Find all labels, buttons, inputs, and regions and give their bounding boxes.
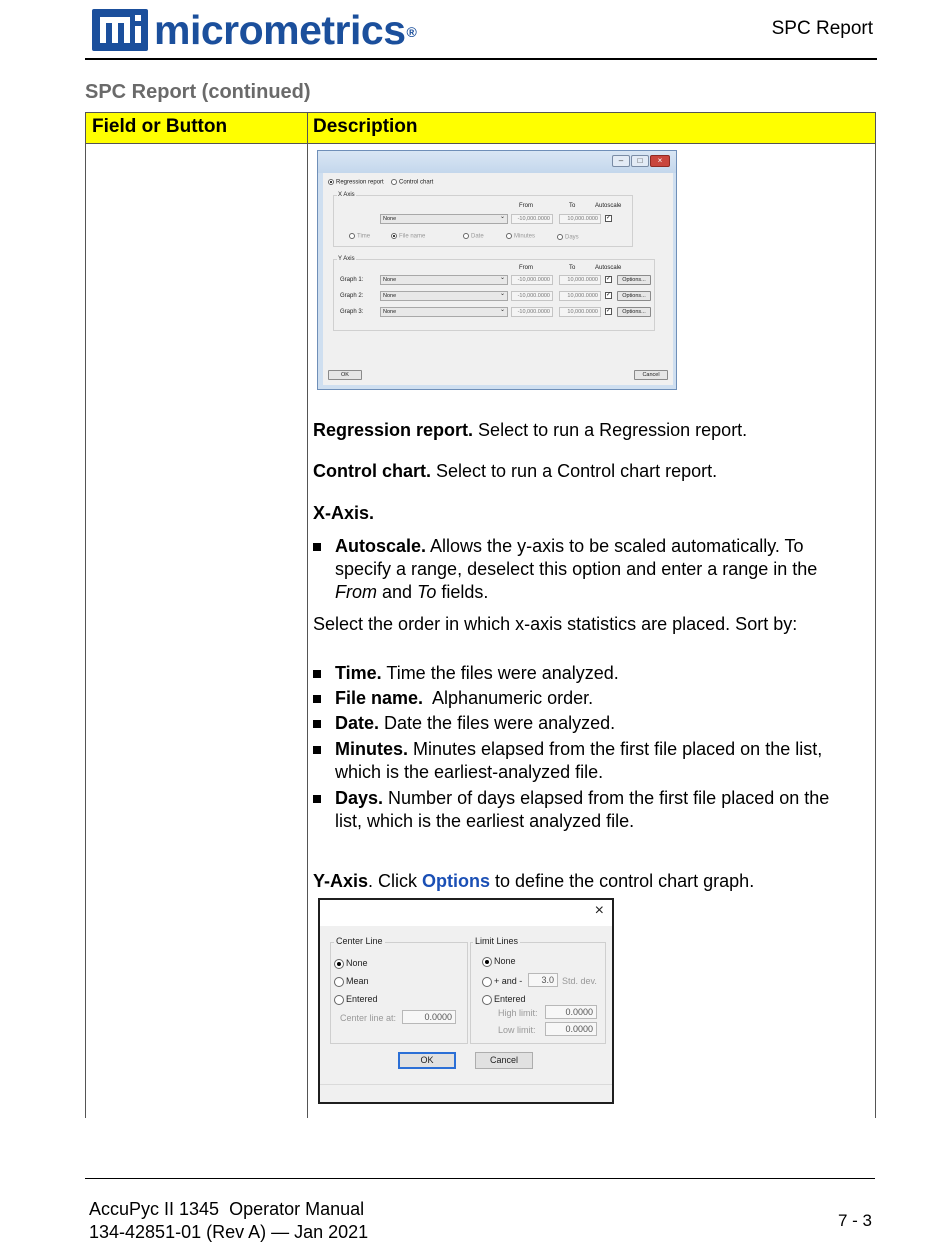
- options-dialog-screenshot: [318, 898, 614, 1104]
- sort-intro: Select the order in which x-axis statistics are placed. Sort by:: [313, 614, 798, 634]
- bullet-icon: [313, 695, 321, 703]
- graph-2-options-button: Options...: [617, 291, 651, 301]
- sort-filename-radio: File name: [391, 233, 425, 240]
- x-to-field: 10,000.0000: [559, 214, 601, 224]
- bullet-icon: [313, 795, 321, 803]
- page-number: 7 - 3: [837, 1211, 872, 1230]
- section-title: SPC Report (continued): [85, 81, 311, 103]
- graph-label: Graph 2:: [340, 293, 364, 299]
- close-icon: ×: [594, 902, 604, 919]
- graph-3-options-button: Options...: [617, 307, 651, 317]
- graph-3-from: -10,000.0000: [511, 307, 553, 317]
- graph-3-combo: None ⌄: [380, 307, 508, 317]
- center-entered-radio: Entered: [334, 994, 378, 1005]
- sort-time-radio: Time: [349, 233, 370, 240]
- y-axis-desc: Y-Axis. Click Options to define the control chart graph.: [313, 871, 755, 891]
- options-cancel-button: Cancel: [475, 1052, 533, 1069]
- graph-3-autoscale-checkbox: ✓: [606, 308, 612, 314]
- radio-icon: [391, 179, 397, 185]
- center-mean-radio: Mean: [334, 976, 369, 987]
- column-divider: [307, 113, 308, 1118]
- table-header-row: [86, 113, 875, 144]
- std-dev-label: Std. dev.: [562, 976, 597, 986]
- column-header-description: Description: [313, 116, 418, 137]
- control-chart-desc: Control chart. Select to run a Control chart report.: [313, 461, 718, 481]
- limit-lines-label: Limit Lines: [475, 936, 519, 946]
- high-limit-label: High limit:: [498, 1008, 538, 1018]
- bullet-icon: [313, 670, 321, 678]
- footer-part-number: 134-42851-01 (Rev A) — Jan 2021: [89, 1222, 369, 1242]
- graph-2-autoscale-checkbox: ✓: [606, 292, 612, 298]
- bullet-icon: [313, 543, 321, 551]
- bullet-icon: [313, 720, 321, 728]
- footer-manual-title: AccuPyc II 1345 Operator Manual: [89, 1199, 365, 1219]
- graph-1-from: -10,000.0000: [511, 275, 553, 285]
- x-from-field: -10,000.0000: [511, 214, 553, 224]
- options-link[interactable]: Options: [422, 871, 491, 891]
- graph-label: Graph 3:: [340, 309, 364, 315]
- spc-ok-button: OK: [328, 370, 362, 380]
- center-line-at-label: Center line at:: [340, 1013, 397, 1023]
- logo-mark-icon: [92, 9, 148, 51]
- graph-2-to: 10,000.0000: [559, 291, 601, 301]
- to-column-label: To: [569, 203, 576, 209]
- options-dialog-footer: [320, 1084, 612, 1102]
- graph-3-to: 10,000.0000: [559, 307, 601, 317]
- sort-days-radio: Days: [557, 234, 579, 241]
- regression-report-desc: Regression report. Select to run a Regression report.: [313, 420, 748, 440]
- graph-1-options-button: Options...: [617, 275, 651, 285]
- graph-2-from: -10,000.0000: [511, 291, 553, 301]
- spc-cancel-button: Cancel: [634, 370, 668, 380]
- dialog-titlebar: [318, 151, 676, 173]
- x-axis-combo: None ⌄: [380, 214, 508, 224]
- y-autoscale-column-label: Autoscale: [595, 265, 622, 271]
- sort-minutes-radio: Minutes: [506, 233, 535, 240]
- x-axis-group-label: X Axis: [338, 192, 355, 198]
- x-autoscale-checkbox: ✓: [606, 215, 612, 221]
- brand-logo: [92, 8, 416, 52]
- graph-1-autoscale-checkbox: ✓: [606, 276, 612, 282]
- radio-selected-icon: [328, 179, 334, 185]
- low-limit-field: 0.0000: [545, 1022, 597, 1036]
- sort-date-radio: Date: [463, 233, 484, 240]
- spc-report-dialog-screenshot: [317, 150, 677, 390]
- center-line-label: Center Line: [336, 936, 383, 946]
- graph-2-combo: None ⌄: [380, 291, 508, 301]
- center-none-radio: None: [334, 958, 368, 969]
- limit-plusminus-radio: + and -: [482, 976, 522, 987]
- center-line-at-field: 0.0000: [402, 1010, 456, 1024]
- footer-divider: [85, 1178, 875, 1179]
- graph-label: Graph 1:: [340, 277, 364, 283]
- graph-1-combo: None ⌄: [380, 275, 508, 285]
- y-to-column-label: To: [569, 265, 576, 271]
- brand-name: micrometrics®: [154, 7, 417, 53]
- y-axis-group-label: Y Axis: [338, 256, 355, 262]
- limit-entered-radio: Entered: [482, 994, 526, 1005]
- high-limit-field: 0.0000: [545, 1005, 597, 1019]
- close-icon: ×: [650, 155, 670, 167]
- dialog-body: [323, 173, 673, 385]
- options-dialog-titlebar: [320, 900, 612, 926]
- column-header-field: Field or Button: [92, 116, 228, 137]
- bullet-icon: [313, 746, 321, 754]
- maximize-icon: □: [631, 155, 649, 167]
- limit-none-radio: None: [482, 956, 516, 967]
- radio-control-chart: Control chart: [391, 179, 433, 186]
- options-ok-button: OK: [398, 1052, 456, 1069]
- x-axis-heading: X-Axis.: [313, 503, 375, 523]
- std-dev-field: 3.0: [528, 973, 558, 987]
- graph-1-to: 10,000.0000: [559, 275, 601, 285]
- page-header-title: SPC Report: [771, 18, 873, 39]
- y-from-column-label: From: [519, 265, 533, 271]
- from-column-label: From: [519, 203, 533, 209]
- minimize-icon: –: [612, 155, 630, 167]
- header-divider: [85, 58, 877, 60]
- radio-regression-report: Regression report: [328, 179, 384, 186]
- low-limit-label: Low limit:: [498, 1025, 536, 1035]
- autoscale-column-label: Autoscale: [595, 203, 622, 209]
